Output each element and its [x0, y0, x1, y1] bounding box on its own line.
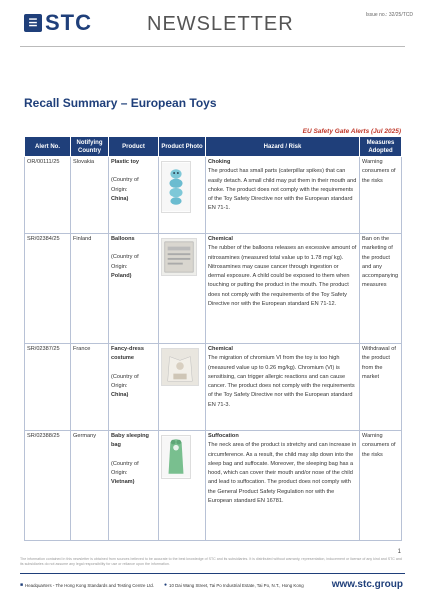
- product-photo: [159, 344, 206, 431]
- col-product: Product: [109, 137, 159, 157]
- product-name: Balloons: [111, 236, 135, 242]
- issue-number: Issue no.: 32/25/TCD: [365, 12, 413, 18]
- country: Slovakia: [71, 157, 109, 234]
- table-row: [25, 234, 402, 344]
- hazard: [206, 344, 360, 431]
- location-pin-icon: ●: [164, 582, 168, 588]
- product-name: Plastic toy: [111, 159, 139, 165]
- alert-no: SR/02388/25: [25, 431, 71, 541]
- hazard-text: The migration of chromium VI from the toy is too high (measured value up to 0.26 mg/kg). Chromium (VI) is sensitising, can trigger allergic reactions and can cause cancer. The product does not comply with the requirements of the Toy Safety Directive nor with the European standard EN 71-3.: [208, 355, 355, 408]
- country: Finland: [71, 234, 109, 344]
- col-hazard: Hazard / Risk: [206, 137, 360, 157]
- hazard-title: Choking: [208, 159, 231, 165]
- country: France: [71, 344, 109, 431]
- measures: Warning consumers of the risks: [360, 157, 402, 234]
- product-photo: [159, 157, 206, 234]
- website-link[interactable]: www.stc.group: [331, 579, 403, 590]
- alert-no: SR/02384/25: [25, 234, 71, 344]
- stc-logo: [24, 10, 92, 35]
- hazard-text: The product has small parts (caterpillar spikes) that can easily detach. A small child may put them in their mouth and choke. The product does not comply with the requirements of the Toy Safety Directive nor with the European standard EN 71-1.: [208, 168, 357, 212]
- product-photo: [159, 431, 206, 541]
- hazard-title: Chemical: [208, 346, 233, 352]
- origin-label: (Country of Origin:: [111, 177, 139, 193]
- balloons-package-photo: [161, 238, 197, 276]
- measures: Withdrawal of the product from the market: [360, 344, 402, 431]
- alert-no: SR/02387/25: [25, 344, 71, 431]
- logo-text: STC: [45, 10, 92, 35]
- product: [109, 234, 159, 344]
- origin-country: China): [111, 195, 129, 202]
- product: [109, 157, 159, 234]
- page-number: 1: [397, 549, 401, 555]
- table-row: [25, 344, 402, 431]
- country: Germany: [71, 431, 109, 541]
- header-divider: [20, 46, 405, 47]
- product: [109, 344, 159, 431]
- measures: Warning consumers of the risks: [360, 431, 402, 541]
- product-name: Fancy-dress costume: [111, 346, 144, 362]
- footer-divider: [20, 573, 405, 574]
- stc-logo-icon: ☰: [24, 14, 42, 32]
- footer-street: 10 Dai Wang Street, Tai Po Industrial Estate, Tai Po, N.T., Hong Kong: [169, 582, 304, 588]
- hazard-text: The neck area of the product is stretchy and can increase in circumference. As a result, the child may slip down into the sleep bag and suffocate. Moreover, the sleeping bag has a hood, which can cover their mouth and/or nose of the child and lead to suffocation. The product does not comply with the General Product Safety Regulation nor with the European standard EN 16781.: [208, 442, 357, 505]
- alert-no: OR/00111/25: [25, 157, 71, 234]
- hazard-title: Chemical: [208, 236, 233, 242]
- table-row: [25, 431, 402, 541]
- newsletter-header: [0, 0, 425, 46]
- origin-country: China): [111, 392, 129, 399]
- col-alert-no: Alert No.: [25, 137, 71, 157]
- costume-photo: [161, 348, 199, 386]
- caterpillar-toy-photo: [161, 161, 191, 213]
- hazard: [206, 431, 360, 541]
- hazard: [206, 157, 360, 234]
- alert-caption: EU Safety Gate Alerts (Jul 2025): [302, 128, 401, 135]
- measures: Ban on the marketing of the product and any accompanying measures: [360, 234, 402, 344]
- building-icon: ■: [20, 582, 24, 588]
- footer-address: [20, 582, 304, 588]
- hazard-title: Suffocation: [208, 433, 239, 439]
- origin-country: Vietnam): [111, 479, 135, 486]
- product-photo: [159, 234, 206, 344]
- section-title: Recall Summary – European Toys: [24, 96, 217, 110]
- table-header-row: [25, 137, 402, 157]
- table-row: [25, 157, 402, 234]
- origin-country: Poland): [111, 272, 132, 279]
- col-measures: Measures Adopted: [360, 137, 402, 157]
- footer-hq: Headquarters - The Hong Kong Standards and Testing Centre Ltd.: [25, 582, 154, 588]
- origin-label: (Country of Origin:: [111, 460, 139, 476]
- col-photo: Product Photo: [159, 137, 206, 157]
- hazard-text: The rubber of the balloons releases an excessive amount of nitrosamines (measured total value up to 1.78 mg/ kg). Nitrosamines may cause cancer through ingestion or dermal exposure. A child could be exposed to them when touching or putting the product in the mouth. The product does not comply with the requirements of the Toy Safety Directive nor with the European standard EN 71-12.: [208, 245, 357, 308]
- hazard: [206, 234, 360, 344]
- product: [109, 431, 159, 541]
- origin-label: (Country of Origin:: [111, 373, 139, 389]
- origin-label: (Country of Origin:: [111, 254, 139, 270]
- col-country: Notifying Country: [71, 137, 109, 157]
- newsletter-title: NEWSLETTER: [147, 13, 294, 35]
- recall-table: [24, 136, 402, 541]
- sleeping-bag-photo: [161, 435, 191, 479]
- footer-disclaimer: The information contained in this newsletter is obtained from sources believed to be accurate to the best knowledge of STC and its subsidiaries. It is distributed without warranty, representation, inducement or license of any kind and STC and its subsidiaries do not assume any legal responsibility for use or reliance upon the information.: [20, 557, 402, 566]
- product-name: Baby sleeping bag: [111, 433, 149, 449]
